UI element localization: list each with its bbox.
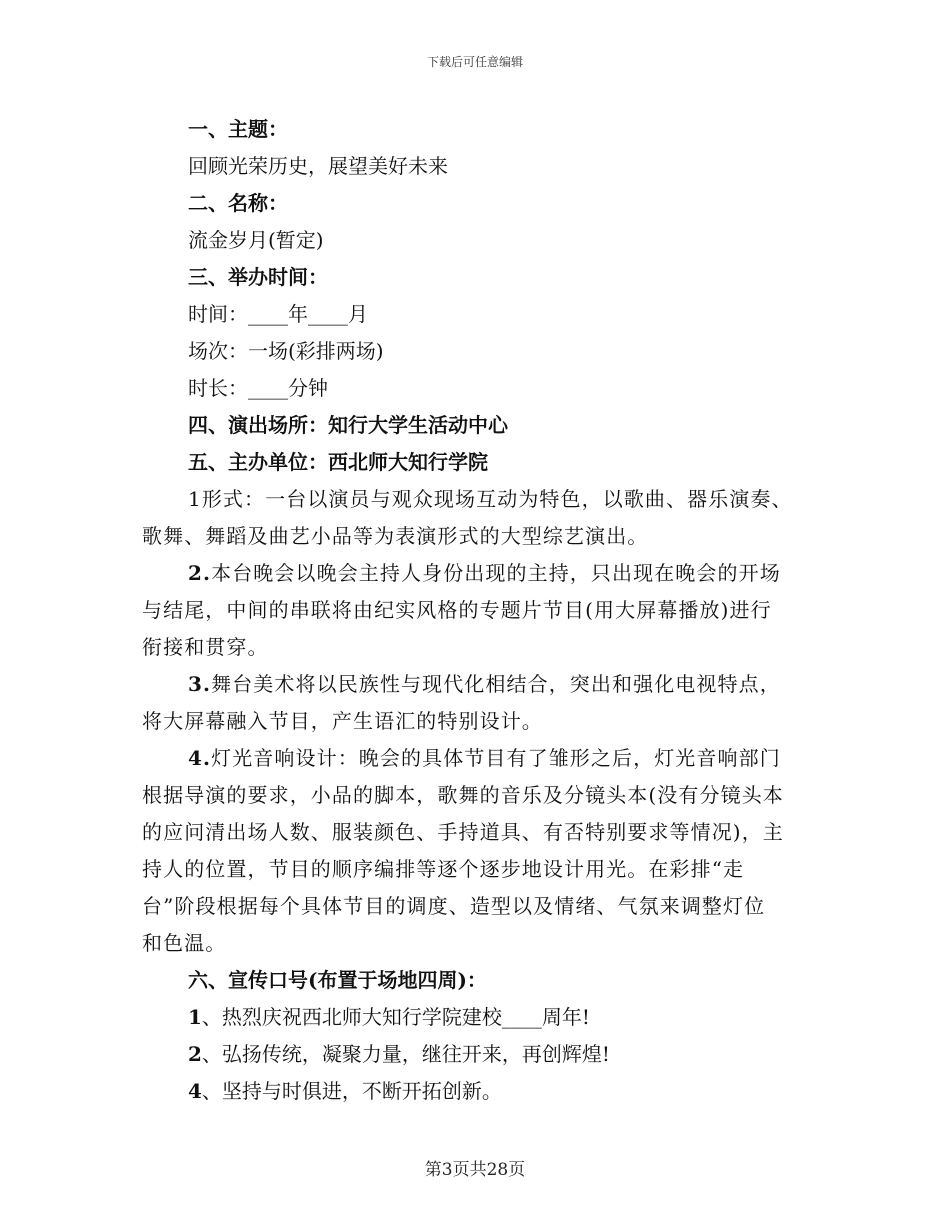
paragraph-format	[142, 481, 810, 555]
slogan-text: 、坚持与时俱进，不断开拓创新。	[201, 1079, 502, 1103]
paragraph-line	[142, 666, 810, 703]
paragraph-text: 本台晚会以晚会主持人身份出现的主持，只出现在晚会的开场	[211, 561, 781, 585]
slogan-item	[142, 1073, 810, 1110]
section-3-time: 时间：____年____月	[188, 302, 368, 326]
paragraph-line	[142, 555, 810, 592]
paragraph-line: 衔接和贯穿。	[142, 635, 269, 659]
section-4-heading: 四、演出场所：知行大学生活动中心	[188, 413, 508, 437]
section-3-session: 场次：一场(彩排两场)	[188, 339, 384, 363]
slogan-number: 1	[188, 1005, 202, 1029]
paragraph-number: 4.	[188, 746, 212, 770]
paragraph-text: 舞台美术将以民族性与现代化相结合，突出和强化电视特点，	[211, 672, 781, 696]
section-3-duration: 时长：____分钟	[188, 376, 328, 400]
paragraph-line: 将大屏幕融入节目，产生语汇的特别设计。	[142, 709, 543, 733]
paragraph-line: 与结尾，中间的串联将由纪实风格的专题片节目(用大屏幕播放)进行	[142, 598, 772, 622]
section-5-heading: 五、主办单位：西北师大知行学院	[188, 450, 488, 474]
paragraph-line: 的应问清出场人数、服装颜色、手持道具、有否特别要求等情况)，主	[142, 820, 784, 844]
paragraph-line: 根据导演的要求，小品的脚本，歌舞的音乐及分镜头本(没有分镜头本	[142, 783, 784, 807]
paragraph-lighting	[142, 740, 810, 962]
paragraph-number: 3.	[188, 672, 212, 696]
slogan-number: 2	[188, 1042, 202, 1066]
section-3-heading: 三、举办时间：	[188, 265, 328, 289]
page-header: 下载后可任意编辑	[426, 55, 523, 69]
section-2-heading: 二、名称：	[188, 191, 288, 215]
page-footer: 第3页共28页	[424, 1160, 526, 1180]
paragraph-stage	[142, 666, 810, 740]
section-1-heading: 一、主题：	[188, 117, 288, 141]
paragraph-text: 灯光音响设计：晚会的具体节目有了雏形之后，灯光音响部门	[211, 746, 781, 770]
section-6-heading: 六、宣传口号(布置于场地四周)：	[188, 968, 487, 992]
paragraph-line: 持人的位置，节目的顺序编排等逐个逐步地设计用光。在彩排“走	[142, 857, 745, 881]
section-2-body: 流金岁月(暂定)	[188, 228, 324, 252]
paragraph-line: 台”阶段根据每个具体节目的调度、造型以及情绪、气氛来调整灯位	[142, 894, 766, 918]
paragraph-line	[142, 740, 810, 777]
slogan-text: 、弘扬传统，凝聚力量，继往开来，再创辉煌!	[201, 1042, 610, 1066]
paragraph-line: 1形式：一台以演员与观众现场互动为特色，以歌曲、器乐演奏、	[188, 487, 793, 511]
paragraph-line: 歌舞、舞蹈及曲艺小品等为表演形式的大型综艺演出。	[142, 524, 649, 548]
document-body	[142, 111, 810, 1110]
slogan-number: 4	[188, 1079, 202, 1103]
slogan-text: 、热烈庆祝西北师大知行学院建校____周年!	[201, 1005, 590, 1029]
slogan-item	[142, 999, 810, 1036]
paragraph-number: 2.	[188, 561, 212, 585]
paragraph-host	[142, 555, 810, 666]
paragraph-line: 和色温。	[142, 931, 227, 955]
section-1-body: 回顾光荣历史，展望美好未来	[188, 154, 448, 178]
slogan-item	[142, 1036, 810, 1073]
